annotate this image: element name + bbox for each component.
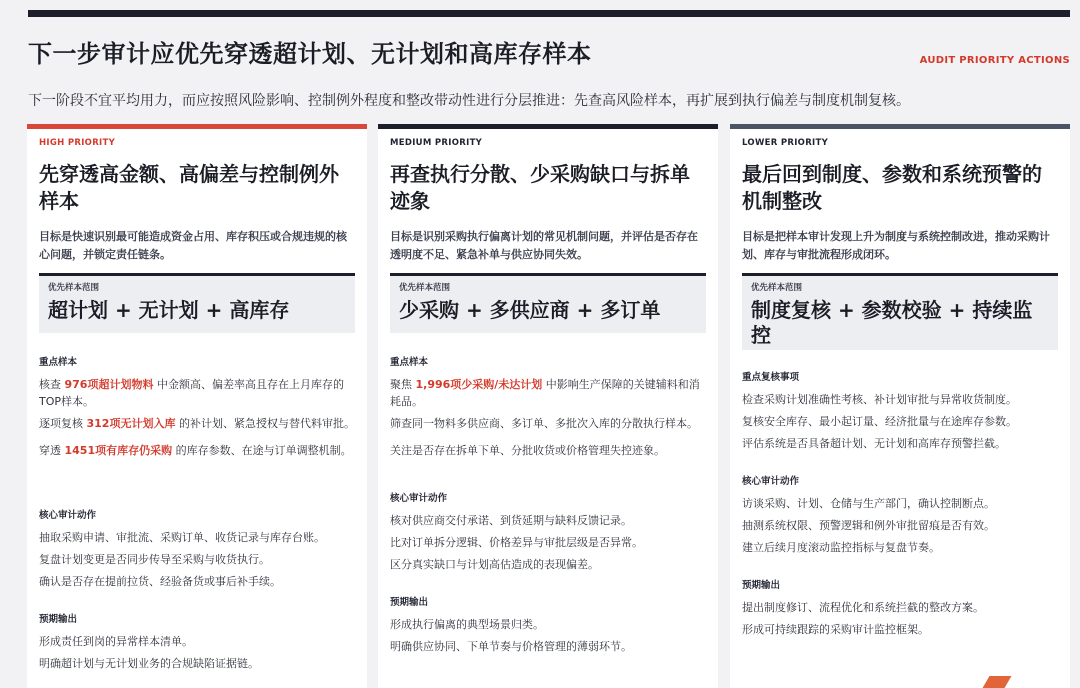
card-goal: 目标是识别采购执行偏离计划的常见机制问题，并评估是否存在透明度不足、紧急补单与供应协同失效。 bbox=[390, 230, 698, 261]
page-title: 下一步审计应优先穿透超计划、无计划和高库存样本 bbox=[28, 40, 592, 68]
list-item: 抽测系统权限、预警逻辑和例外审批留痕是否有效。 bbox=[742, 519, 995, 532]
section-title: 重点样本 bbox=[39, 357, 78, 368]
list-item: 抽取采购申请、审批流、采购订单、收货记录与库存台账。 bbox=[39, 531, 325, 544]
list-item: 聚焦 1,996项少采购/未达计划 中影响生产保障的关键辅料和消耗品。 bbox=[390, 378, 700, 408]
scope-box bbox=[390, 273, 706, 333]
section-title: 预期输出 bbox=[39, 614, 78, 625]
section-title: 预期输出 bbox=[742, 580, 781, 591]
list-item: 核对供应商交付承诺、到货延期与缺料反馈记录。 bbox=[390, 514, 632, 527]
core-actions-section bbox=[390, 490, 710, 578]
scope-label: 优先样本范围 bbox=[751, 283, 803, 293]
list-item: 评估系统是否具备超计划、无计划和高库存预警拦截。 bbox=[742, 437, 1006, 450]
page-subtitle: 下一阶段不宜平均用力，而应按照风险影响、控制例外程度和整改带动性进行分层推进：先查高风险样本，再扩展到执行偏差与制度机制复核。 bbox=[28, 93, 910, 109]
review-items-section bbox=[742, 369, 1062, 457]
focus-samples-section bbox=[39, 354, 359, 464]
highlight-figure: 312项无计划入库 bbox=[86, 417, 176, 430]
section-tag: AUDIT PRIORITY ACTIONS bbox=[919, 55, 1070, 66]
list-item: 复盘计划变更是否同步传导至采购与收货执行。 bbox=[39, 553, 270, 566]
list-item: 明确供应协同、下单节奏与价格管理的薄弱环节。 bbox=[390, 640, 632, 653]
priority-label: MEDIUM PRIORITY bbox=[390, 138, 483, 148]
card-heading: 再查执行分散、少采购缺口与拆单迹象 bbox=[390, 162, 690, 213]
expected-output-section bbox=[39, 611, 359, 677]
list-item: 访谈采购、计划、仓储与生产部门，确认控制断点。 bbox=[742, 497, 995, 510]
scope-box bbox=[742, 273, 1058, 350]
highlight-figure: 976项超计划物料 bbox=[64, 378, 154, 391]
scope-value: 超计划 + 无计划 + 高库存 bbox=[48, 298, 290, 322]
section-title: 核心审计动作 bbox=[390, 493, 448, 504]
section-title: 核心审计动作 bbox=[39, 510, 97, 521]
list-item: 核查 976项超计划物料 中金额高、偏差率高且存在上月库存的TOP样本。 bbox=[39, 378, 344, 408]
list-item: 复核安全库存、最小起订量、经济批量与在途库存参数。 bbox=[742, 415, 1017, 428]
card-heading: 最后回到制度、参数和系统预警的机制整改 bbox=[742, 162, 1042, 213]
section-title: 预期输出 bbox=[390, 597, 429, 608]
priority-card-lower bbox=[730, 124, 1070, 688]
list-item: 逐项复核 312项无计划入库 的补计划、紧急授权与替代料审批。 bbox=[39, 417, 355, 430]
priority-label: LOWER PRIORITY bbox=[742, 138, 829, 148]
section-title: 重点样本 bbox=[390, 357, 429, 368]
list-item: 建立后续月度滚动监控指标与复盘节奏。 bbox=[742, 541, 940, 554]
list-item: 比对订单拆分逻辑、价格差异与审批层级是否异常。 bbox=[390, 536, 643, 549]
scope-box bbox=[39, 273, 355, 333]
expected-output-section bbox=[390, 594, 710, 660]
list-item: 关注是否存在拆单下单、分批收货或价格管理失控迹象。 bbox=[390, 444, 665, 457]
scope-label: 优先样本范围 bbox=[48, 283, 100, 293]
card-goal: 目标是把样本审计发现上升为制度与系统控制改进，推动采购计划、库存与审批流程形成闭环。 bbox=[742, 230, 1050, 261]
list-item: 形成可持续跟踪的采购审计监控框架。 bbox=[742, 623, 929, 636]
list-item: 筛查同一物料多供应商、多订单、多批次入库的分散执行样本。 bbox=[390, 417, 698, 430]
list-item: 检查采购计划准确性考核、补计划审批与异常收货制度。 bbox=[742, 393, 1017, 406]
list-item: 区分真实缺口与计划高估造成的表现偏差。 bbox=[390, 558, 599, 571]
list-item: 穿透 1451项有库存仍采购 的库存参数、在途与订单调整机制。 bbox=[39, 444, 352, 457]
scope-value: 少采购 + 多供应商 + 多订单 bbox=[399, 298, 661, 322]
list-item: 明确超计划与无计划业务的合规缺陷证据链。 bbox=[39, 657, 259, 670]
priority-card-high bbox=[27, 124, 367, 688]
core-actions-section bbox=[39, 507, 359, 595]
card-heading: 先穿透高金额、高偏差与控制例外样本 bbox=[39, 162, 339, 213]
scope-value: 制度复核 + 参数校验 + 持续监控 bbox=[751, 298, 1033, 347]
core-actions-section bbox=[742, 473, 1062, 561]
scope-label: 优先样本范围 bbox=[399, 283, 451, 293]
list-item: 提出制度修订、流程优化和系统拦截的整改方案。 bbox=[742, 601, 984, 614]
section-title: 重点复核事项 bbox=[742, 372, 800, 383]
priority-label: HIGH PRIORITY bbox=[39, 138, 116, 148]
card-goal: 目标是快速识别最可能造成资金占用、库存积压或合规违规的核心问题，并锁定责任链条。 bbox=[39, 230, 347, 261]
highlight-figure: 1,996项少采购/未达计划 bbox=[415, 378, 543, 391]
highlight-figure: 1451项有库存仍采购 bbox=[64, 444, 173, 457]
list-item: 形成责任到岗的异常样本清单。 bbox=[39, 635, 193, 648]
top-accent-bar bbox=[28, 10, 1070, 17]
list-item: 确认是否存在提前拉货、经验备货或事后补手续。 bbox=[39, 575, 281, 588]
focus-samples-section bbox=[390, 354, 710, 464]
priority-card-medium bbox=[378, 124, 718, 688]
expected-output-section bbox=[742, 577, 1062, 643]
list-item: 形成执行偏离的典型场景归类。 bbox=[390, 618, 544, 631]
section-title: 核心审计动作 bbox=[742, 476, 800, 487]
